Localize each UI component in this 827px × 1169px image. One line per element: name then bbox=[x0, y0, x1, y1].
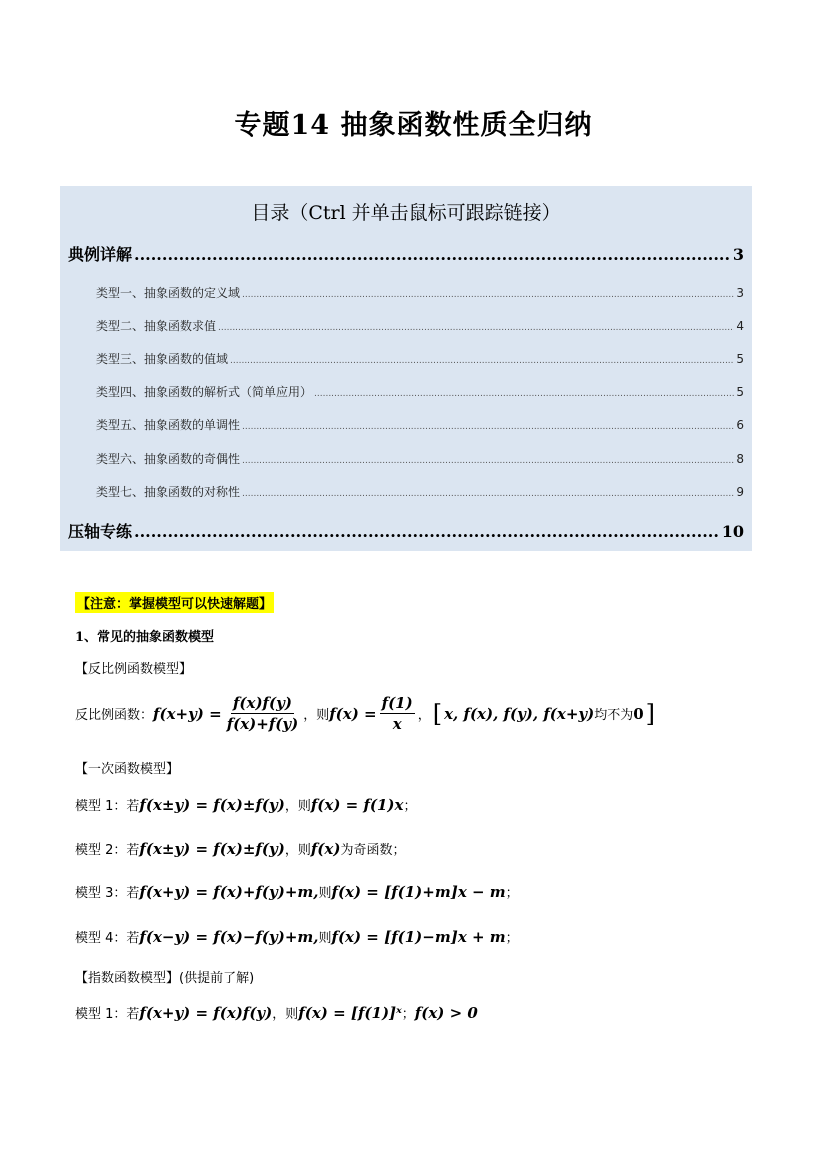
toc-entry-label: 类型二、抽象函数求值 bbox=[96, 319, 217, 333]
model-equation: f(x−y) = f(x)−f(y)+m, bbox=[139, 927, 319, 946]
toc-entry-label: 类型三、抽象函数的值域 bbox=[96, 352, 229, 366]
toc-entry-type7[interactable] bbox=[96, 483, 744, 500]
formula-connector: ，则 bbox=[303, 708, 330, 723]
toc-leader bbox=[230, 352, 734, 366]
model-result: f(x) = f(1)x bbox=[310, 795, 404, 814]
toc-entry-page: 3 bbox=[732, 245, 744, 264]
model-condition: f(x) > 0 bbox=[414, 1003, 478, 1022]
formula-prefix: 反比例函数： bbox=[75, 708, 154, 723]
toc-leader bbox=[242, 418, 734, 432]
linear-model-heading: 【一次函数模型】 bbox=[75, 762, 180, 777]
toc-entry-final-practice[interactable] bbox=[68, 519, 744, 542]
model-result: f(x) = [f(1)]ˣ bbox=[298, 1003, 402, 1022]
model-equation: f(x+y) = f(x)+f(y)+m, bbox=[139, 882, 319, 901]
model-separator: ； bbox=[401, 1007, 415, 1022]
model-connector: ，则 bbox=[272, 1007, 299, 1022]
toc-entry-type2[interactable] bbox=[96, 317, 744, 334]
model-result: f(x) = [f(1)+m]x − m bbox=[331, 882, 506, 901]
fraction-denominator: x bbox=[392, 715, 402, 733]
model-equation: f(x±y) = f(x)±f(y) bbox=[139, 795, 285, 814]
page-title: 专题14 抽象函数性质全归纳 bbox=[234, 110, 593, 141]
linear-model-3 bbox=[75, 882, 519, 901]
model-connector: ，则 bbox=[284, 843, 311, 858]
linear-model-1 bbox=[75, 795, 417, 814]
table-of-contents bbox=[60, 186, 752, 551]
toc-entry-label: 类型七、抽象函数的对称性 bbox=[96, 485, 241, 499]
model-equation: f(x+y) = f(x)f(y) bbox=[139, 1003, 273, 1022]
toc-entry-page: 3 bbox=[736, 286, 744, 300]
toc-entry-page: 6 bbox=[736, 418, 744, 432]
fraction bbox=[225, 694, 301, 733]
highlight-note: 【注意：掌握模型可以快速解题】 bbox=[75, 592, 274, 613]
model-tail: 为奇函数； bbox=[340, 843, 406, 858]
exponential-model-1 bbox=[75, 1003, 478, 1022]
model-label: 模型 2：若 bbox=[75, 843, 140, 858]
toc-entry-page: 10 bbox=[721, 522, 744, 541]
model-tail: ； bbox=[403, 799, 417, 814]
formula-zero: 0 bbox=[633, 704, 644, 723]
toc-leader bbox=[134, 245, 731, 264]
exponential-model-heading: 【指数函数模型】(供提前了解) bbox=[75, 971, 255, 986]
toc-leader bbox=[218, 319, 734, 333]
formula-separator: ， bbox=[417, 708, 431, 723]
linear-model-4 bbox=[75, 927, 519, 946]
model-result: f(x) bbox=[310, 839, 341, 858]
inverse-model-heading: 【反比例函数模型】 bbox=[75, 662, 193, 677]
left-bracket: [ bbox=[432, 699, 443, 728]
toc-leader bbox=[314, 385, 734, 399]
inverse-model-formula bbox=[75, 694, 657, 733]
fraction-denominator: f(x)+f(y) bbox=[226, 715, 299, 733]
model-tail: ； bbox=[505, 931, 519, 946]
model-label: 模型 1：若 bbox=[75, 1007, 140, 1022]
toc-entry-page: 9 bbox=[736, 485, 744, 499]
model-connector: 则 bbox=[318, 886, 332, 901]
model-result: f(x) = [f(1)−m]x + m bbox=[331, 927, 506, 946]
toc-header: 目录（Ctrl 并单击鼠标可跟踪链接） bbox=[251, 202, 561, 224]
fraction-numerator: f(1) bbox=[381, 694, 413, 712]
toc-entry-examples[interactable] bbox=[68, 242, 744, 265]
toc-leader bbox=[134, 522, 720, 541]
formula-lhs: f(x+y) = bbox=[153, 704, 222, 723]
section-heading: 1、常见的抽象函数模型 bbox=[75, 630, 215, 645]
model-equation: f(x±y) = f(x)±f(y) bbox=[139, 839, 285, 858]
toc-entry-page: 8 bbox=[736, 452, 744, 466]
toc-entry-label: 压轴专练 bbox=[68, 522, 133, 541]
toc-entry-label: 类型六、抽象函数的奇偶性 bbox=[96, 452, 241, 466]
toc-entry-page: 5 bbox=[736, 352, 744, 366]
formula-result-lhs: f(x) = bbox=[329, 704, 377, 723]
toc-entry-type4[interactable] bbox=[96, 383, 744, 400]
toc-leader bbox=[242, 286, 734, 300]
model-label: 模型 4：若 bbox=[75, 931, 140, 946]
formula-condition: x, f(x), f(y), f(x+y) bbox=[444, 704, 595, 723]
model-tail: ； bbox=[505, 886, 519, 901]
toc-leader bbox=[242, 452, 734, 466]
model-connector: 则 bbox=[318, 931, 332, 946]
toc-entry-label: 类型五、抽象函数的单调性 bbox=[96, 418, 241, 432]
fraction-numerator: f(x)f(y) bbox=[232, 694, 292, 712]
right-bracket: ] bbox=[645, 699, 656, 728]
toc-entry-type1[interactable] bbox=[96, 284, 744, 301]
toc-entry-type5[interactable] bbox=[96, 416, 744, 433]
toc-entry-page: 4 bbox=[736, 319, 744, 333]
toc-entry-label: 类型四、抽象函数的解析式（简单应用） bbox=[96, 385, 313, 399]
model-connector: ，则 bbox=[284, 799, 311, 814]
toc-leader bbox=[242, 485, 734, 499]
formula-condition-tail: 均不为 bbox=[594, 708, 634, 723]
linear-model-2 bbox=[75, 839, 405, 858]
model-label: 模型 3：若 bbox=[75, 886, 140, 901]
toc-entry-type6[interactable] bbox=[96, 450, 744, 467]
toc-entry-page: 5 bbox=[736, 385, 744, 399]
toc-entry-label: 典例详解 bbox=[68, 245, 133, 264]
toc-entry-label: 类型一、抽象函数的定义域 bbox=[96, 286, 241, 300]
toc-entry-type3[interactable] bbox=[96, 350, 744, 367]
model-label: 模型 1：若 bbox=[75, 799, 140, 814]
fraction bbox=[380, 694, 415, 733]
